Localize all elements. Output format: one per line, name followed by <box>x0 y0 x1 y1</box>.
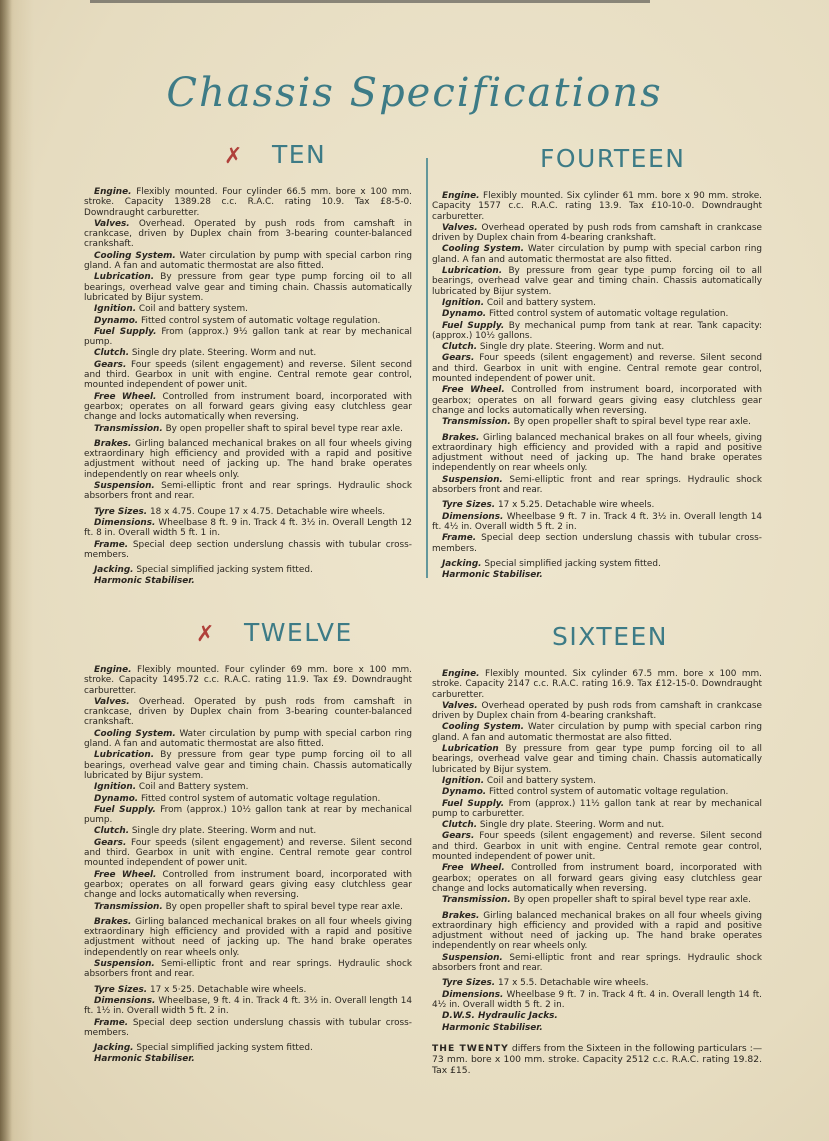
spec-text: Coil and battery system. <box>138 304 248 315</box>
spec-paragraph <box>84 360 412 391</box>
spec-paragraph <box>84 518 412 539</box>
cross-mark-icon: ✗ <box>196 622 216 647</box>
spec-label: Harmonic Stabiliser. <box>442 570 543 581</box>
spec-text: Overhead operated by push rods from camshaft in crankcase driven by Duplex chain from 4-bearing crankshaft. <box>432 222 762 244</box>
spec-paragraph <box>432 978 762 988</box>
spec-label: Clutch. <box>442 342 478 353</box>
section-title <box>84 140 412 169</box>
spec-label: Fuel Supply. <box>442 798 505 809</box>
spec-paragraph <box>84 917 412 958</box>
spec-paragraph <box>84 481 412 502</box>
spec-paragraph <box>84 959 412 980</box>
spec-text: Overhead. Operated by push rods from camshaft in crankcase, driven by Duplex chain from 3-bearing counter-balanced crankshaft. <box>84 218 412 250</box>
spec-paragraph <box>84 826 412 836</box>
spec-paragraph <box>84 985 412 995</box>
spec-text: Special simplified jacking system fitted. <box>484 558 661 569</box>
spec-paragraph <box>84 838 412 869</box>
spec-text: Special simplified jacking system fitted. <box>136 565 313 576</box>
spec-paragraph <box>432 787 762 797</box>
spec-text: Fitted control system of automatic voltage regulation. <box>489 787 729 798</box>
spec-text: Single dry plate. Steering. Worm and nut. <box>479 820 665 831</box>
spec-label: Clutch. <box>94 348 130 359</box>
spec-label: Brakes. <box>94 916 132 927</box>
spec-paragraph <box>432 831 762 862</box>
spec-text: Fitted control system of automatic voltage regulation. <box>141 793 381 804</box>
spec-paragraph <box>84 187 412 218</box>
section-title <box>84 618 412 647</box>
spec-paragraph <box>432 776 762 786</box>
spec-label: Cooling System. <box>442 244 524 255</box>
spec-paragraph <box>84 219 412 250</box>
spec-label: Valves. <box>94 218 130 229</box>
spec-text: Four speeds (silent engagement) and reverse. Silent second and third. Gearbox in unit with engine. Central remote gear control, mounted independent of power unit. <box>84 359 412 391</box>
spec-text: Coil and Battery system. <box>138 782 249 793</box>
spec-text: From (approx.) 9½ gallon tank at rear by mechanical pump. <box>84 326 413 348</box>
section-ten <box>84 140 412 588</box>
spec-label: Brakes. <box>442 910 480 921</box>
spec-label: Valves. <box>442 222 478 233</box>
spec-paragraph <box>84 902 412 912</box>
spec-label: Harmonic Stabiliser. <box>94 1054 195 1065</box>
spec-label: Engine. <box>94 665 132 675</box>
spec-paragraph <box>84 782 412 792</box>
spec-label: Jacking. <box>442 558 482 569</box>
top-rule <box>90 0 650 3</box>
spec-label: Ignition. <box>442 775 485 786</box>
spec-label: Jacking. <box>94 565 134 576</box>
spec-text: Four speeds (silent engagement) and reverse. Silent second and third. Gearbox in unit with engine. Central remote gear control, mounted independent of power unit. <box>432 353 762 385</box>
spec-text: Girling balanced mechanical brakes on all four wheels giving extraordinary high efficiency and provided with a rapid and positive adjustment without need of jacking up. The hand brake operates independently on rear wheels only. <box>432 910 762 952</box>
spec-text: Single dry plate. Steering. Worm and nut. <box>479 342 665 353</box>
spec-text: Controlled from instrument board, incorporated with gearbox; operates on all forward gears giving easy clutchless gear change and locks automatically when reversing. <box>84 391 412 423</box>
spec-paragraph <box>432 559 762 569</box>
spec-text: Flexibly mounted. Four cylinder 69 mm. bore x 100 mm. stroke. Capacity 1495.72 c.c. R.A.C. rating 11.9. Tax £9. Downdraught carburetter. <box>84 665 412 696</box>
spec-text: Water circulation by pump with special carbon ring gland. A fan and automatic thermostat are also fitted. <box>84 728 412 750</box>
spec-text: Semi-elliptic front and rear springs. Hydraulic shock absorbers front and rear. <box>84 959 412 980</box>
spec-label: Fuel Supply. <box>442 320 505 331</box>
spec-text: Semi-elliptic front and rear springs. Hydraulic shock absorbers front and rear. <box>432 952 762 974</box>
spec-label: Ignition. <box>94 304 137 315</box>
spec-paragraph <box>432 475 762 496</box>
spec-paragraph <box>432 820 762 830</box>
spec-label: Fuel Supply. <box>94 326 157 337</box>
spec-list <box>84 665 412 1065</box>
spec-label: Lubrication <box>442 744 499 755</box>
spec-paragraph <box>432 799 762 820</box>
spec-text: Special deep section underslung chassis with tubular cross-members. <box>84 1017 412 1038</box>
spec-label: Valves. <box>94 696 130 707</box>
spec-text: Wheelbase 8 ft. 9 in. Track 4 ft. 3½ in. Overall Length 12 ft. 8 in. Overall width 5 ft. 1 in. <box>84 517 412 539</box>
spec-text: Girling balanced mechanical brakes on all four wheels giving extraordinary high efficiency and provided with a rapid and positive adjustment without need of jacking up. The hand brake operates independently on rear wheels only. <box>84 438 412 480</box>
spec-text: Girling balanced mechanical brakes on all four wheels, giving extraordinary high efficiency and provided with a rapid and positive adjustment without need of jacking up. The hand brake operates independently on rear wheels only. <box>432 432 763 474</box>
spec-text: Girling balanced mechanical brakes on all four wheels giving extraordinary high efficiency and provided with a rapid and positive adjustment without need of jacking up. The hand brake operates independently on rear wheels only. <box>84 916 412 958</box>
page-edge-shadow <box>0 0 12 1141</box>
spec-label: Harmonic Stabiliser. <box>94 576 195 587</box>
spec-text: By pressure from gear type pump forcing oil to all bearings, overhead valve gear and timing chain. Chassis automatically lubricated by Bijur system. <box>84 750 412 781</box>
spec-label: Free Wheel. <box>442 385 505 396</box>
column-divider <box>426 158 428 578</box>
section-title-text: SIXTEEN <box>552 622 668 651</box>
spec-label: Tyre Sizes. <box>442 978 496 989</box>
spec-text: Water circulation by pump with special carbon ring gland. A fan and automatic thermostat are also fitted. <box>84 250 412 272</box>
spec-label: Frame. <box>94 1017 129 1028</box>
spec-text: Controlled from instrument board, incorporated with gearbox; operates on all forward gears giving easy clutchless gear change and locks automatically when reversing. <box>84 869 412 901</box>
spec-label: Cooling System. <box>94 728 176 739</box>
spec-label: Dynamo. <box>94 315 139 326</box>
spec-paragraph <box>84 304 412 314</box>
spec-paragraph <box>84 424 412 434</box>
spec-paragraph <box>432 744 762 775</box>
spec-paragraph <box>432 953 762 974</box>
spec-label: Frame. <box>94 539 129 550</box>
spec-text: 17 x 5·25. Detachable wire wheels. <box>149 984 307 995</box>
spec-paragraph <box>432 244 762 265</box>
twenty-footnote <box>432 1043 762 1076</box>
spec-text: By open propeller shaft to spiral bevel type rear axle. <box>513 417 751 428</box>
spec-paragraph <box>84 576 412 586</box>
spec-text: Flexibly mounted. Four cylinder 66.5 mm. bore x 100 mm. stroke. Capacity 1389.28 c.c. R.A.C. rating 10.9. Tax £8-5-0. Downdraught carburetter. <box>84 187 412 218</box>
spec-label: Lubrication. <box>94 272 155 283</box>
section-title-text: TWELVE <box>243 618 353 647</box>
spec-label: Engine. <box>442 669 480 679</box>
spec-text: Single dry plate. Steering. Worm and nut. <box>131 826 317 837</box>
spec-paragraph <box>84 1054 412 1064</box>
spec-label: Valves. <box>442 700 478 711</box>
spec-label: Ignition. <box>442 297 485 308</box>
spec-paragraph <box>432 385 762 416</box>
spec-paragraph <box>84 1043 412 1053</box>
spec-paragraph <box>84 392 412 423</box>
spec-list <box>432 669 762 1033</box>
spec-text: Controlled from instrument board, incorporated with gearbox; operates on all forward gears giving easy clutchless gear change and locks automatically when reversing. <box>432 385 762 416</box>
spec-label: Ignition. <box>94 782 137 793</box>
spec-label: Suspension. <box>94 481 155 492</box>
spec-text: Special simplified jacking system fitted. <box>136 1043 313 1054</box>
spec-label: Transmission. <box>442 417 511 428</box>
spec-label: Gears. <box>94 359 127 370</box>
spec-paragraph <box>84 805 412 826</box>
spec-text: By pressure from gear type pump forcing oil to all bearings, overhead valve gear and timing chain. Chassis automatically lubricated by Bijur system. <box>84 272 412 303</box>
spec-label: Engine. <box>442 191 480 201</box>
spec-text: Overhead operated by push rods from camshaft in crankcase driven by Duplex chain from 4-bearing crankshaft. <box>432 700 762 722</box>
spec-label: Cooling System. <box>94 250 176 261</box>
spec-label: Free Wheel. <box>94 391 157 402</box>
spec-paragraph <box>432 309 762 319</box>
spec-paragraph <box>84 665 412 696</box>
spec-text: By pressure from gear type pump forcing oil to all bearings, overhead valve gear and timing chain. Chassis automatically lubricated by Bijur system. <box>432 744 762 775</box>
spec-label: Brakes. <box>442 432 480 443</box>
spec-text: Coil and battery system. <box>486 775 596 786</box>
spec-label: Cooling System. <box>442 722 524 733</box>
spec-label: Lubrication. <box>94 750 155 761</box>
spec-text: By open propeller shaft to spiral bevel type rear axle. <box>165 423 403 434</box>
spec-text: Wheelbase 9 ft. 7 in. Track 4 ft. 4 in. Overall length 14 ft. 4½ in. Overall width 5 ft. 2 in. <box>432 989 763 1010</box>
spec-text: From (approx.) 10½ gallon tank at rear by mechanical pump. <box>84 804 413 826</box>
spec-label: Suspension. <box>94 959 155 970</box>
spec-label: Dimensions. <box>94 995 156 1006</box>
spec-paragraph <box>432 433 762 474</box>
spec-paragraph <box>84 272 412 303</box>
spec-paragraph <box>84 1018 412 1039</box>
spec-text: Overhead. Operated by push rods from camshaft in crankcase, driven by Duplex chain from 3-bearing counter-balanced crankshaft. <box>84 696 412 728</box>
spec-paragraph <box>84 251 412 272</box>
spec-label: Dimensions. <box>442 511 504 522</box>
section-twelve <box>84 618 412 1066</box>
spec-text: 17 x 5.5. Detachable wire wheels. <box>497 978 649 989</box>
spec-text: Wheelbase 9 ft. 7 in. Track 4 ft. 3½ in. Overall length 14 ft. 4½ in. Overall width 5 ft. 2 in. <box>432 511 762 532</box>
spec-paragraph <box>432 911 762 952</box>
spec-label: Transmission. <box>94 423 163 434</box>
spec-list <box>84 187 412 587</box>
spec-paragraph <box>84 327 412 348</box>
spec-paragraph <box>432 895 762 905</box>
footnote-label: THE TWENTY <box>432 1042 509 1054</box>
spec-label: Brakes. <box>94 438 132 449</box>
spec-paragraph <box>432 512 762 533</box>
spec-label: Transmission. <box>94 901 163 912</box>
spec-text: Water circulation by pump with special carbon ring gland. A fan and automatic thermostat are also fitted. <box>432 722 763 743</box>
spec-label: Dynamo. <box>94 793 139 804</box>
spec-text: Fitted control system of automatic voltage regulation. <box>489 309 729 320</box>
spec-paragraph <box>432 266 762 297</box>
spec-label: Gears. <box>442 831 475 842</box>
spec-label: Dynamo. <box>442 309 487 320</box>
spec-label: Tyre Sizes. <box>94 506 148 517</box>
spec-text: Wheelbase, 9 ft. 4 in. Track 4 ft. 3½ in. Overall length 14 ft. 1½ in. Overall width 5 ft. 2 in. <box>84 995 412 1017</box>
footnote-text: differs from the Sixteen in the following particulars :—73 mm. bore x 100 mm. stroke. Capacity 2512 c.c. R.A.C. rating 19.82. Tax £15. <box>432 1042 763 1076</box>
spec-text: Flexibly mounted. Six cylinder 61 mm. bore x 90 mm. stroke. Capacity 1577 c.c. R.A.C. rating 13.9. Tax £10-10-0. Downdraught carburetter. <box>432 191 762 222</box>
spec-label: Free Wheel. <box>442 863 505 874</box>
spec-paragraph <box>432 223 762 244</box>
spec-paragraph <box>84 870 412 901</box>
section-title <box>432 144 762 173</box>
spec-text: 17 x 5.25. Detachable wire wheels. <box>497 500 655 511</box>
spec-paragraph <box>432 321 762 342</box>
spec-text: Single dry plate. Steering. Worm and nut. <box>131 348 317 359</box>
spec-text: Coil and battery system. <box>486 297 596 308</box>
spec-text: From (approx.) 11½ gallon tank at rear by mechanical pump to carburetter. <box>432 798 763 819</box>
spec-text: Semi-elliptic front and rear springs. Hydraulic shock absorbers front and rear. <box>432 474 762 496</box>
spec-text: By open propeller shaft to spiral bevel type rear axle. <box>513 895 751 906</box>
spec-label: Tyre Sizes. <box>442 500 496 511</box>
spec-text: By open propeller shaft to spiral bevel type rear axle. <box>165 901 403 912</box>
spec-label: Fuel Supply. <box>94 804 156 815</box>
spec-label: D.W.S. Hydraulic Jacks. <box>442 1011 558 1022</box>
spec-paragraph <box>432 342 762 352</box>
spec-paragraph <box>84 697 412 728</box>
spec-paragraph <box>432 669 762 700</box>
spec-paragraph <box>84 507 412 517</box>
spec-label: Free Wheel. <box>94 869 157 880</box>
section-fourteen <box>432 144 762 581</box>
spec-label: Lubrication. <box>442 266 503 277</box>
spec-text: Four speeds (silent engagement) and reverse. Silent second and third. Gearbox in unit with engine. Central remote gear control mounted independent of power unit. <box>84 837 412 869</box>
spec-text: 18 x 4.75. Coupe 17 x 4.75. Detachable wire wheels. <box>149 506 386 517</box>
spec-text: Four speeds (silent engagement) and reverse. Silent second and third. Gearbox in unit with engine. Central remote gear control, mounted independent of power unit. <box>432 831 762 863</box>
spec-paragraph <box>432 1011 762 1021</box>
section-title <box>432 622 762 651</box>
spec-paragraph <box>84 348 412 358</box>
spec-paragraph <box>84 316 412 326</box>
spec-label: Gears. <box>94 837 127 848</box>
spec-text: Semi-elliptic front and rear springs. Hydraulic shock absorbers front and rear. <box>84 481 412 502</box>
spec-text: By mechanical pump from tank at rear. Tank capacity: (approx.) 10½ gallons. <box>432 320 763 341</box>
spec-paragraph <box>432 1023 762 1033</box>
spec-paragraph <box>84 996 412 1017</box>
spec-label: Clutch. <box>442 820 478 831</box>
spec-text: Special deep section underslung chassis with tubular cross-members. <box>432 533 762 554</box>
cross-mark-icon: ✗ <box>224 144 244 169</box>
spec-text: Water circulation by pump with special carbon ring gland. A fan and automatic thermostat are also fitted. <box>432 244 763 265</box>
section-title-text: FOURTEEN <box>540 144 686 173</box>
section-sixteen <box>432 622 762 1077</box>
spec-text: Fitted control system of automatic voltage regulation. <box>141 315 381 326</box>
spec-label: Clutch. <box>94 826 130 837</box>
spec-text: Controlled from instrument board, incorporated with gearbox; operates on all forward gears giving easy clutchless gear change and locks automatically when reversing. <box>432 863 762 894</box>
spec-paragraph <box>432 298 762 308</box>
spec-paragraph <box>432 533 762 554</box>
spec-label: Gears. <box>442 353 475 364</box>
spec-label: Dimensions. <box>442 989 504 1000</box>
section-title-text: TEN <box>271 140 327 169</box>
spec-paragraph <box>432 353 762 384</box>
spec-label: Tyre Sizes. <box>94 984 148 995</box>
spec-paragraph <box>84 794 412 804</box>
spec-label: Engine. <box>94 187 132 197</box>
spec-paragraph <box>84 540 412 561</box>
spec-label: Suspension. <box>442 952 503 963</box>
spec-paragraph <box>84 439 412 480</box>
spec-paragraph <box>84 565 412 575</box>
spec-label: Suspension. <box>442 474 503 485</box>
spec-list <box>432 191 762 580</box>
spec-paragraph <box>432 722 762 743</box>
spec-label: Dimensions. <box>94 517 156 528</box>
spec-label: Jacking. <box>94 1043 134 1054</box>
spec-paragraph <box>84 729 412 750</box>
spec-paragraph <box>432 990 762 1011</box>
page-heading: Chassis Specifications <box>166 70 663 116</box>
spec-label: Frame. <box>442 533 477 544</box>
spec-label: Dynamo. <box>442 787 487 798</box>
spec-paragraph <box>432 191 762 222</box>
spec-text: By pressure from gear type pump forcing oil to all bearings, overhead valve gear and timing chain. Chassis automatically lubricated by Bijur system. <box>432 266 763 297</box>
spec-paragraph <box>432 701 762 722</box>
spec-text: Special deep section underslung chassis with tubular cross-members. <box>84 539 412 560</box>
spec-paragraph <box>432 417 762 427</box>
spec-paragraph <box>432 500 762 510</box>
spec-paragraph <box>432 863 762 894</box>
spec-text: Flexibly mounted. Six cylinder 67.5 mm. bore x 100 mm. stroke. Capacity 2147 c.c. R.A.C. rating 16.9. Tax £12-15-0. Downdraught carburetter. <box>432 669 762 700</box>
spec-label: Transmission. <box>442 895 511 906</box>
spec-paragraph <box>432 570 762 580</box>
spec-label: Harmonic Stabiliser. <box>442 1022 543 1033</box>
spec-paragraph <box>84 750 412 781</box>
